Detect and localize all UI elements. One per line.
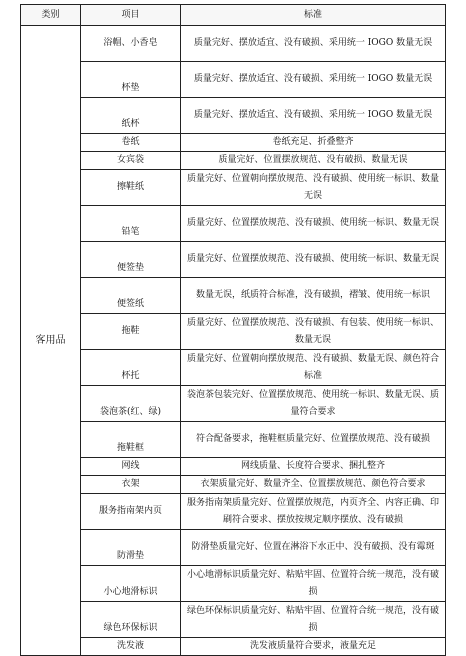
standards-table bbox=[20, 4, 446, 656]
standard-cell: 符合配备要求，拖鞋框质量完好、位置摆放规范、没有破损 bbox=[181, 422, 446, 458]
item-cell: 衣架 bbox=[81, 476, 181, 494]
table-row bbox=[21, 476, 446, 494]
item-cell: 洗发液 bbox=[81, 638, 181, 656]
table-row bbox=[21, 566, 446, 602]
standard-cell: 袋泡茶包装完好、位置摆放规范、使用统一标识、数量无误、质量符合要求 bbox=[181, 386, 446, 422]
table-row bbox=[21, 242, 446, 278]
item-cell: 卷纸 bbox=[81, 134, 181, 152]
standard-cell: 质量完好、摆放适宜、没有破损、采用统一 IOGO 数量无误 bbox=[181, 62, 446, 98]
table-row bbox=[21, 170, 446, 206]
standard-cell: 质量完好、摆放适宜、没有破损、采用统一 IOGO 数量无误 bbox=[181, 98, 446, 134]
table-row bbox=[21, 206, 446, 242]
standard-cell: 绿色环保标识质量完好、粘贴牢固、位置符合统一规范，没有破损 bbox=[181, 602, 446, 638]
header-row bbox=[21, 5, 446, 26]
table-row bbox=[21, 530, 446, 566]
item-cell: 拖鞋框 bbox=[81, 422, 181, 458]
standard-cell: 防滑垫质量完好、位置在淋浴下水正中、没有破损、没有霉斑 bbox=[181, 530, 446, 566]
item-cell: 网线 bbox=[81, 458, 181, 476]
item-cell: 浴帽、小香皂 bbox=[81, 26, 181, 62]
table-row bbox=[21, 98, 446, 134]
standard-cell: 质量完好、位置摆放规范、没有破损、有包装、使用统一标识、数量无误 bbox=[181, 314, 446, 350]
header-item: 项目 bbox=[81, 5, 181, 26]
table-body bbox=[21, 26, 446, 656]
item-cell: 防滑垫 bbox=[81, 530, 181, 566]
standard-cell: 质量完好、位置摆放规范、没有破损、使用统一标识、数量无误 bbox=[181, 206, 446, 242]
table-row bbox=[21, 422, 446, 458]
table-row bbox=[21, 386, 446, 422]
item-cell: 袋泡茶(红、绿) bbox=[81, 386, 181, 422]
category-cell: 客用品 bbox=[21, 26, 81, 656]
table-row bbox=[21, 278, 446, 314]
table-row bbox=[21, 350, 446, 386]
table-row bbox=[21, 134, 446, 152]
standard-cell: 质量完好、位置朝向摆放规范、没有破损、数量无误、颜色符合标准 bbox=[181, 350, 446, 386]
item-cell: 杯垫 bbox=[81, 62, 181, 98]
item-cell: 纸杯 bbox=[81, 98, 181, 134]
table-row bbox=[21, 152, 446, 170]
header-category: 类别 bbox=[21, 5, 81, 26]
item-cell: 拖鞋 bbox=[81, 314, 181, 350]
table-row bbox=[21, 314, 446, 350]
standard-cell: 衣架质量完好、数量齐全、位置摆放规范、颜色符合要求 bbox=[181, 476, 446, 494]
table-row bbox=[21, 638, 446, 656]
standard-cell: 质量完好、位置摆放规范、没有破损、使用统一标识、数量无误 bbox=[181, 242, 446, 278]
item-cell: 便签纸 bbox=[81, 278, 181, 314]
standard-cell: 卷纸充足、折叠整齐 bbox=[181, 134, 446, 152]
standard-cell: 质量完好、位置摆放规范、没有破损、数量无误 bbox=[181, 152, 446, 170]
header-standard: 标准 bbox=[181, 5, 446, 26]
table-row bbox=[21, 602, 446, 638]
table-row bbox=[21, 62, 446, 98]
table-row bbox=[21, 494, 446, 530]
item-cell: 绿色环保标识 bbox=[81, 602, 181, 638]
table-row bbox=[21, 26, 446, 62]
standard-cell: 小心地滑标识质量完好、粘贴牢固、位置符合统一规范，没有破损 bbox=[181, 566, 446, 602]
item-cell: 擦鞋纸 bbox=[81, 170, 181, 206]
standard-cell: 质量完好、摆放适宜、没有破损、采用统一 IOGO 数量无误 bbox=[181, 26, 446, 62]
item-cell: 女宾袋 bbox=[81, 152, 181, 170]
standard-cell: 洗发液质量符合要求，液量充足 bbox=[181, 638, 446, 656]
table-row bbox=[21, 458, 446, 476]
item-cell: 小心地滑标识 bbox=[81, 566, 181, 602]
standard-cell: 网线质量、长度符合要求、捆扎整齐 bbox=[181, 458, 446, 476]
standard-cell: 数量无误，纸质符合标准，没有破损，褶皱、使用统一标识 bbox=[181, 278, 446, 314]
item-cell: 铅笔 bbox=[81, 206, 181, 242]
item-cell: 便签垫 bbox=[81, 242, 181, 278]
item-cell: 杯托 bbox=[81, 350, 181, 386]
standard-cell: 质量完好、位置朝向摆放规范、没有破损、使用统一标识、数量无误 bbox=[181, 170, 446, 206]
standard-cell: 服务指南架质量完好、位置摆放规范，内页齐全、内容正确、印刷符合要求、摆放按规定顺序摆放、没有破损 bbox=[181, 494, 446, 530]
item-cell: 服务指南架内页 bbox=[81, 494, 181, 530]
